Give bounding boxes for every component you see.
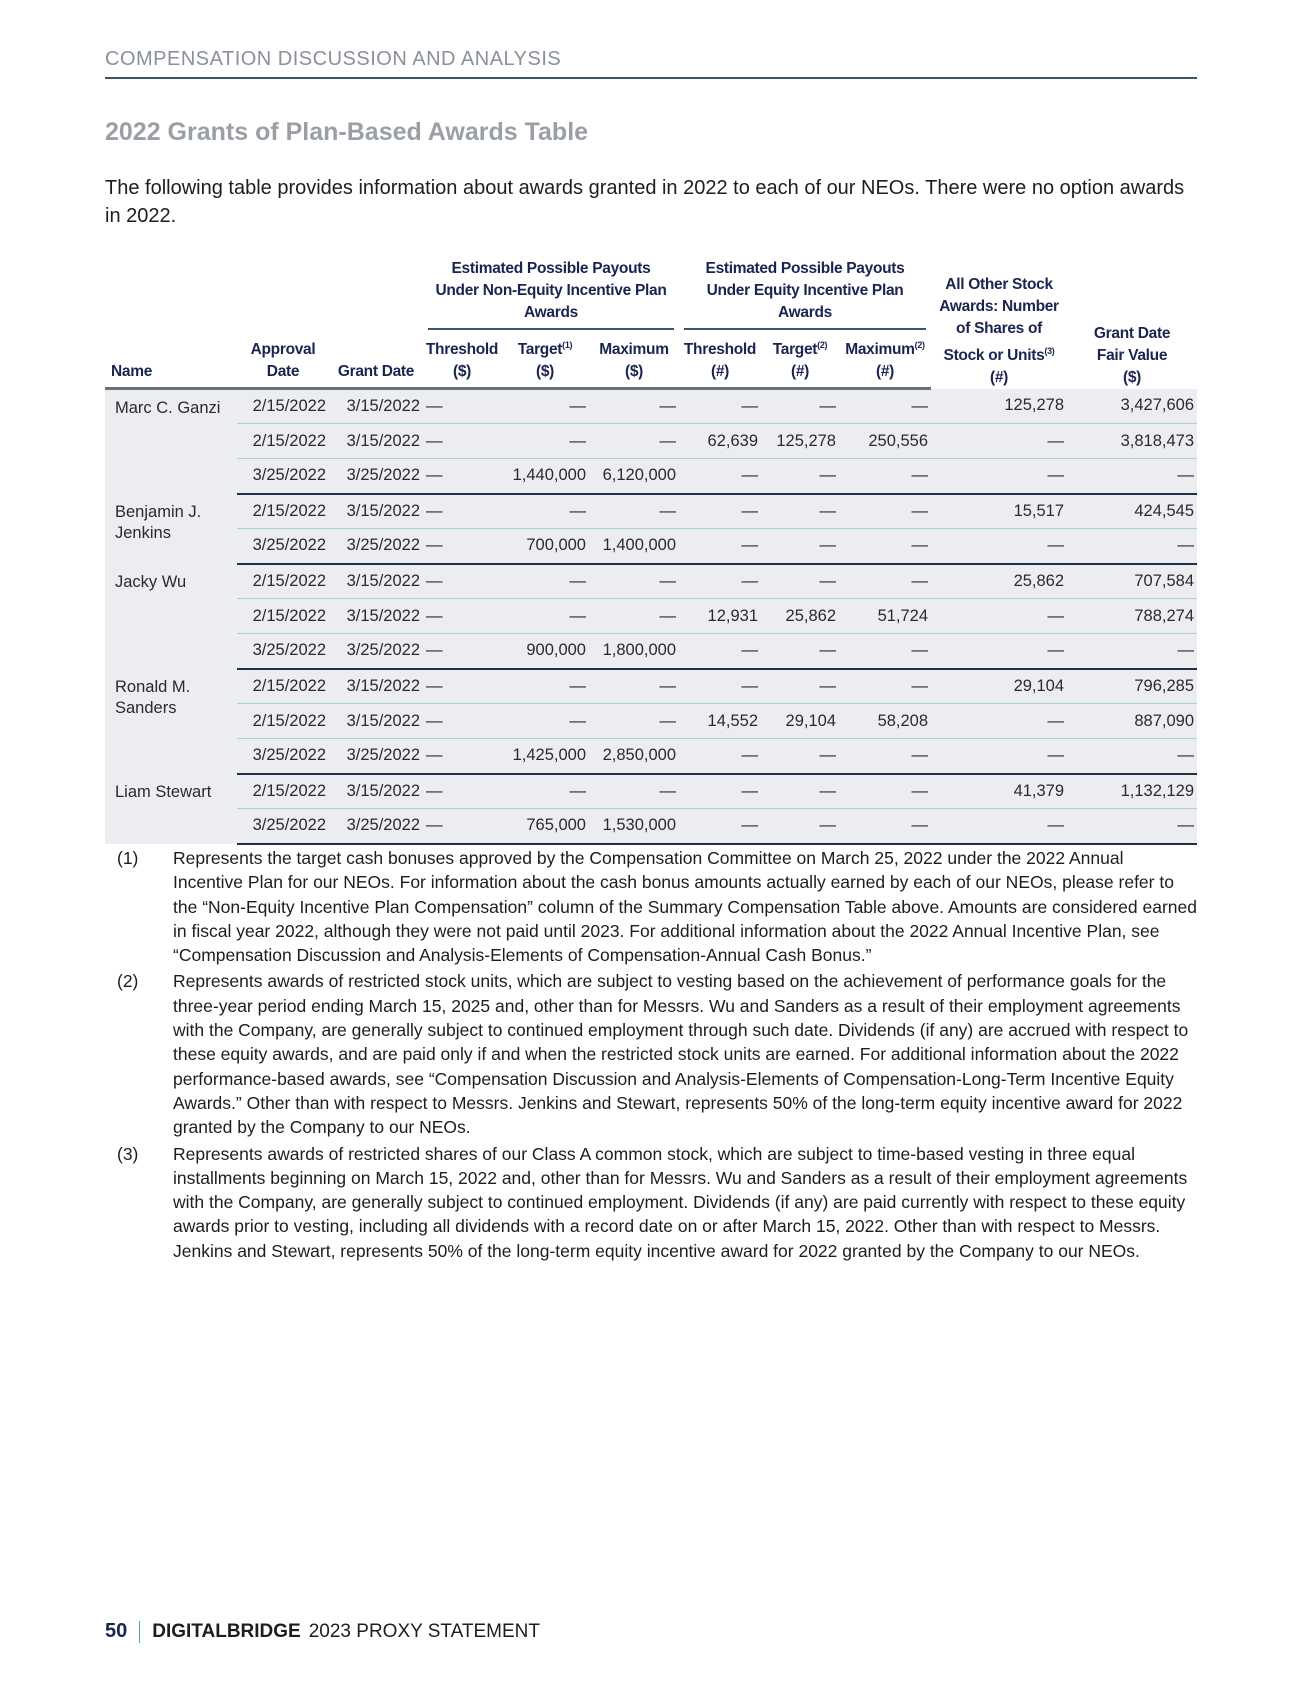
table-cell: — bbox=[761, 774, 839, 809]
table-cell: 3/15/2022 bbox=[329, 564, 423, 599]
table-row bbox=[105, 669, 1197, 704]
footnote-number: (1) bbox=[117, 848, 139, 868]
table-cell: 788,274 bbox=[1067, 599, 1197, 634]
table-cell: 3/25/2022 bbox=[329, 529, 423, 564]
table-cell: 2/15/2022 bbox=[237, 424, 329, 459]
table-cell: 900,000 bbox=[501, 634, 589, 669]
table-cell: — bbox=[679, 774, 761, 809]
table-row bbox=[105, 809, 1197, 844]
header-ne-maximum: Maximum ($) bbox=[589, 334, 679, 389]
page-number: 50 bbox=[105, 1620, 128, 1642]
table-cell: 15,517 bbox=[931, 494, 1067, 529]
table-cell: 2/15/2022 bbox=[237, 669, 329, 704]
table-cell: — bbox=[501, 774, 589, 809]
table-cell: 62,639 bbox=[679, 424, 761, 459]
table-cell: 3/15/2022 bbox=[329, 599, 423, 634]
table-cell: — bbox=[423, 809, 501, 844]
table-cell: — bbox=[839, 774, 931, 809]
table-cell: — bbox=[1067, 739, 1197, 774]
person-name: Jacky Wu bbox=[115, 572, 187, 591]
table-cell: — bbox=[761, 529, 839, 564]
table-cell: — bbox=[679, 634, 761, 669]
footer-document: 2023 PROXY STATEMENT bbox=[308, 1620, 540, 1642]
table-cell: — bbox=[761, 564, 839, 599]
header-e-maximum: Maximum$^{(2)}$ (#) bbox=[839, 334, 931, 389]
table-cell: — bbox=[589, 389, 679, 424]
table-cell: — bbox=[679, 564, 761, 599]
table-cell: — bbox=[839, 669, 931, 704]
table-cell: — bbox=[423, 599, 501, 634]
table-cell: — bbox=[423, 704, 501, 739]
table-cell: 1,132,129 bbox=[1067, 774, 1197, 809]
footnotes bbox=[105, 846, 1197, 1265]
header-group-equity: Estimated Possible Payouts Under Equity Incentive Plan Awards bbox=[679, 258, 931, 334]
table-cell: — bbox=[761, 634, 839, 669]
table-cell: — bbox=[423, 459, 501, 494]
table-cell: — bbox=[679, 529, 761, 564]
header-fair-value: Grant Date Fair Value ($) bbox=[1093, 324, 1171, 386]
table-cell: 3/25/2022 bbox=[237, 739, 329, 774]
header-rule bbox=[105, 77, 1197, 79]
table-cell: — bbox=[931, 704, 1067, 739]
table-cell: 2/15/2022 bbox=[237, 774, 329, 809]
footnote-number: (3) bbox=[117, 1143, 139, 1164]
table-cell: — bbox=[1067, 459, 1197, 494]
table-cell: 2/15/2022 bbox=[237, 494, 329, 529]
table-cell: — bbox=[423, 774, 501, 809]
table-cell: 3/15/2022 bbox=[329, 704, 423, 739]
footnote bbox=[105, 969, 1197, 1139]
table-cell: — bbox=[761, 459, 839, 494]
table-cell: — bbox=[679, 459, 761, 494]
table-cell: 3/15/2022 bbox=[329, 389, 423, 424]
table-cell: — bbox=[1067, 809, 1197, 844]
table-cell: — bbox=[501, 704, 589, 739]
table-cell: 14,552 bbox=[679, 704, 761, 739]
table-row bbox=[105, 739, 1197, 774]
table-cell: 3/25/2022 bbox=[237, 459, 329, 494]
table-cell: — bbox=[423, 494, 501, 529]
table-row bbox=[105, 494, 1197, 529]
table-cell: — bbox=[589, 424, 679, 459]
table-cell: — bbox=[501, 424, 589, 459]
table-cell: 12,931 bbox=[679, 599, 761, 634]
table-cell: — bbox=[931, 739, 1067, 774]
table-cell: — bbox=[589, 704, 679, 739]
header-name: Name bbox=[105, 334, 237, 389]
table-cell: 29,104 bbox=[931, 669, 1067, 704]
table-cell: — bbox=[931, 634, 1067, 669]
table-cell: — bbox=[589, 599, 679, 634]
table-cell: 424,545 bbox=[1067, 494, 1197, 529]
header-e-target: Target$^{(2)}$ (#) bbox=[761, 334, 839, 389]
table-cell: 2/15/2022 bbox=[237, 389, 329, 424]
header-e-threshold: Threshold (#) bbox=[679, 334, 761, 389]
table-cell: — bbox=[839, 459, 931, 494]
table-cell: — bbox=[761, 389, 839, 424]
footnote bbox=[105, 1142, 1197, 1263]
footer-brand: DIGITALBRIDGE bbox=[152, 1620, 301, 1642]
table-row bbox=[105, 774, 1197, 809]
table-cell: — bbox=[931, 459, 1067, 494]
table-cell: 25,862 bbox=[931, 564, 1067, 599]
table-cell: — bbox=[501, 599, 589, 634]
awards-table bbox=[105, 258, 1197, 845]
table-cell: — bbox=[423, 424, 501, 459]
header-grant-date: Grant Date bbox=[329, 334, 423, 389]
table-cell: 765,000 bbox=[501, 809, 589, 844]
table-cell: 3/25/2022 bbox=[329, 459, 423, 494]
table-row bbox=[105, 459, 1197, 494]
table-cell: 700,000 bbox=[501, 529, 589, 564]
table-cell: 3/25/2022 bbox=[237, 809, 329, 844]
footnote-text: Represents awards of restricted shares of our Class A common stock, which are subject to time-based vesting in three equal installments beginning on March 15, 2022 and, other than for Messrs. Wu and Sanders as a result of their employment agreements with the Company, are generally subject to continued employment. Dividends (if any) are paid currently with respect to these equity awards prior to vesting, including all dividends with a record date on or after March 15, 2022. Other than with respect to Messrs. Jenkins and Stewart, represents 50% of the long-term equity incentive award for 2022 granted by the Company to our NEOs. bbox=[173, 1143, 1188, 1261]
table-cell: — bbox=[761, 494, 839, 529]
table-cell: — bbox=[501, 494, 589, 529]
header-ne-target: Target$^{(1)}$ ($) bbox=[501, 334, 589, 389]
table-cell: — bbox=[931, 424, 1067, 459]
table-cell: — bbox=[679, 389, 761, 424]
table-cell: 3/25/2022 bbox=[329, 739, 423, 774]
table-cell: — bbox=[423, 529, 501, 564]
table-cell: 58,208 bbox=[839, 704, 931, 739]
table-cell: 3/25/2022 bbox=[329, 634, 423, 669]
table-row bbox=[105, 704, 1197, 739]
table-cell: — bbox=[423, 389, 501, 424]
table-cell: — bbox=[423, 634, 501, 669]
table-cell: 3/25/2022 bbox=[237, 529, 329, 564]
table-cell: — bbox=[1067, 634, 1197, 669]
table-cell: — bbox=[679, 669, 761, 704]
table-cell: 41,379 bbox=[931, 774, 1067, 809]
table-cell: 887,090 bbox=[1067, 704, 1197, 739]
table-cell: — bbox=[589, 669, 679, 704]
table-cell: 3/15/2022 bbox=[329, 669, 423, 704]
header-ne-threshold: Threshold ($) bbox=[423, 334, 501, 389]
table-cell: — bbox=[839, 564, 931, 599]
table-cell: — bbox=[839, 634, 931, 669]
footnote-text: Represents awards of restricted stock units, which are subject to vesting based on the achievement of performance goals for the three-year period ending March 15, 2025 and, other than for Messrs. Wu and Sanders as a result of their employment agreements with the Company, are generally subject to continued employment through such date. Dividends (if any) are accrued with respect to these equity awards, and are paid only if and when the restricted stock units are earned. For additional information about the 2022 performance-based awards, see “Compensation Discussion and Analysis-Elements of Compensation-Long-Term Incentive Equity Awards.” Other than with respect to Messrs. Jenkins and Stewart, represents 50% of the long-term equity incentive award for 2022 granted by the Company to our NEOs. bbox=[173, 971, 1189, 1138]
table-cell: 29,104 bbox=[761, 704, 839, 739]
table-cell: — bbox=[589, 774, 679, 809]
table-cell: — bbox=[839, 494, 931, 529]
table-cell: — bbox=[423, 564, 501, 599]
table-cell: 2/15/2022 bbox=[237, 599, 329, 634]
table-cell: 3/15/2022 bbox=[329, 494, 423, 529]
table-cell: 2,850,000 bbox=[589, 739, 679, 774]
table-cell: 3/15/2022 bbox=[329, 424, 423, 459]
table-cell: 3/25/2022 bbox=[329, 809, 423, 844]
table-cell: 3,818,473 bbox=[1067, 424, 1197, 459]
header-group-non-equity: Estimated Possible Payouts Under Non-Equity Incentive Plan Awards bbox=[423, 258, 679, 334]
table-cell: 1,440,000 bbox=[501, 459, 589, 494]
table-cell: — bbox=[589, 564, 679, 599]
table-cell: 1,530,000 bbox=[589, 809, 679, 844]
table-cell: — bbox=[761, 809, 839, 844]
table-row bbox=[105, 389, 1197, 424]
table-cell: — bbox=[931, 599, 1067, 634]
table-cell: — bbox=[839, 389, 931, 424]
table-cell: — bbox=[761, 739, 839, 774]
table-cell: 707,584 bbox=[1067, 564, 1197, 599]
table-row bbox=[105, 599, 1197, 634]
table-cell: — bbox=[761, 669, 839, 704]
footnote-text: Represents the target cash bonuses approved by the Compensation Committee on March 25, 2022 under the 2022 Annual Incentive Plan for our NEOs. For information about the cash bonus amounts actually earned by each of our NEOs, please refer to the “Non-Equity Incentive Plan Compensation” column of the Summary Compensation Table above. Amounts are considered earned in fiscal year 2022, although they were not paid until 2023. For additional information about the 2022 Annual Incentive Plan, see “Compensation Discussion and Analysis-Elements of Compensation-Annual Cash Bonus.” bbox=[173, 848, 1197, 966]
table-cell: 125,278 bbox=[931, 389, 1067, 424]
table-cell: — bbox=[501, 389, 589, 424]
table-cell: — bbox=[839, 809, 931, 844]
page-title: 2022 Grants of Plan-Based Awards Table bbox=[105, 118, 589, 146]
table-row bbox=[105, 564, 1197, 599]
table-cell: 3/25/2022 bbox=[237, 634, 329, 669]
table-cell: — bbox=[839, 739, 931, 774]
table-cell: — bbox=[931, 809, 1067, 844]
header-all-other-stock: All Other Stock Awards: Number of Shares of Stock or Units$^{(3)}$ (#) bbox=[939, 275, 1059, 386]
intro-paragraph: The following table provides information about awards granted in 2022 to each of our NEOs. There were no option awards in 2022. bbox=[105, 177, 1185, 227]
table-row bbox=[105, 529, 1197, 564]
table-cell: — bbox=[501, 669, 589, 704]
table-cell: — bbox=[423, 739, 501, 774]
table-cell: 51,724 bbox=[839, 599, 931, 634]
table-cell: 250,556 bbox=[839, 424, 931, 459]
table-cell: — bbox=[839, 529, 931, 564]
table-cell: 1,800,000 bbox=[589, 634, 679, 669]
table-cell: — bbox=[931, 529, 1067, 564]
person-name: Liam Stewart bbox=[115, 782, 212, 801]
table-cell: 2/15/2022 bbox=[237, 564, 329, 599]
table-cell: — bbox=[589, 494, 679, 529]
person-name: Ronald M. Sanders bbox=[115, 677, 191, 717]
footer-divider bbox=[139, 1621, 140, 1643]
header-approval-date: Approval Date bbox=[237, 334, 329, 389]
page-footer bbox=[105, 1620, 540, 1643]
table-cell: — bbox=[679, 809, 761, 844]
table-cell: 1,400,000 bbox=[589, 529, 679, 564]
table-row bbox=[105, 634, 1197, 669]
person-name: Marc C. Ganzi bbox=[115, 399, 221, 417]
table-cell: — bbox=[679, 494, 761, 529]
table-cell: — bbox=[679, 739, 761, 774]
table-cell: — bbox=[501, 564, 589, 599]
section-label: COMPENSATION DISCUSSION AND ANALYSIS bbox=[105, 48, 562, 70]
table-cell: 3,427,606 bbox=[1067, 389, 1197, 424]
person-name: Benjamin J. Jenkins bbox=[115, 502, 202, 542]
table-cell: — bbox=[423, 669, 501, 704]
table-cell: 3/15/2022 bbox=[329, 774, 423, 809]
table-cell: 2/15/2022 bbox=[237, 704, 329, 739]
table-cell: 1,425,000 bbox=[501, 739, 589, 774]
table-cell: 25,862 bbox=[761, 599, 839, 634]
table-cell: 125,278 bbox=[761, 424, 839, 459]
table-cell: 796,285 bbox=[1067, 669, 1197, 704]
table-cell: 6,120,000 bbox=[589, 459, 679, 494]
table-cell: — bbox=[1067, 529, 1197, 564]
footnote bbox=[105, 846, 1197, 967]
table-row bbox=[105, 424, 1197, 459]
footnote-number: (2) bbox=[117, 971, 139, 992]
